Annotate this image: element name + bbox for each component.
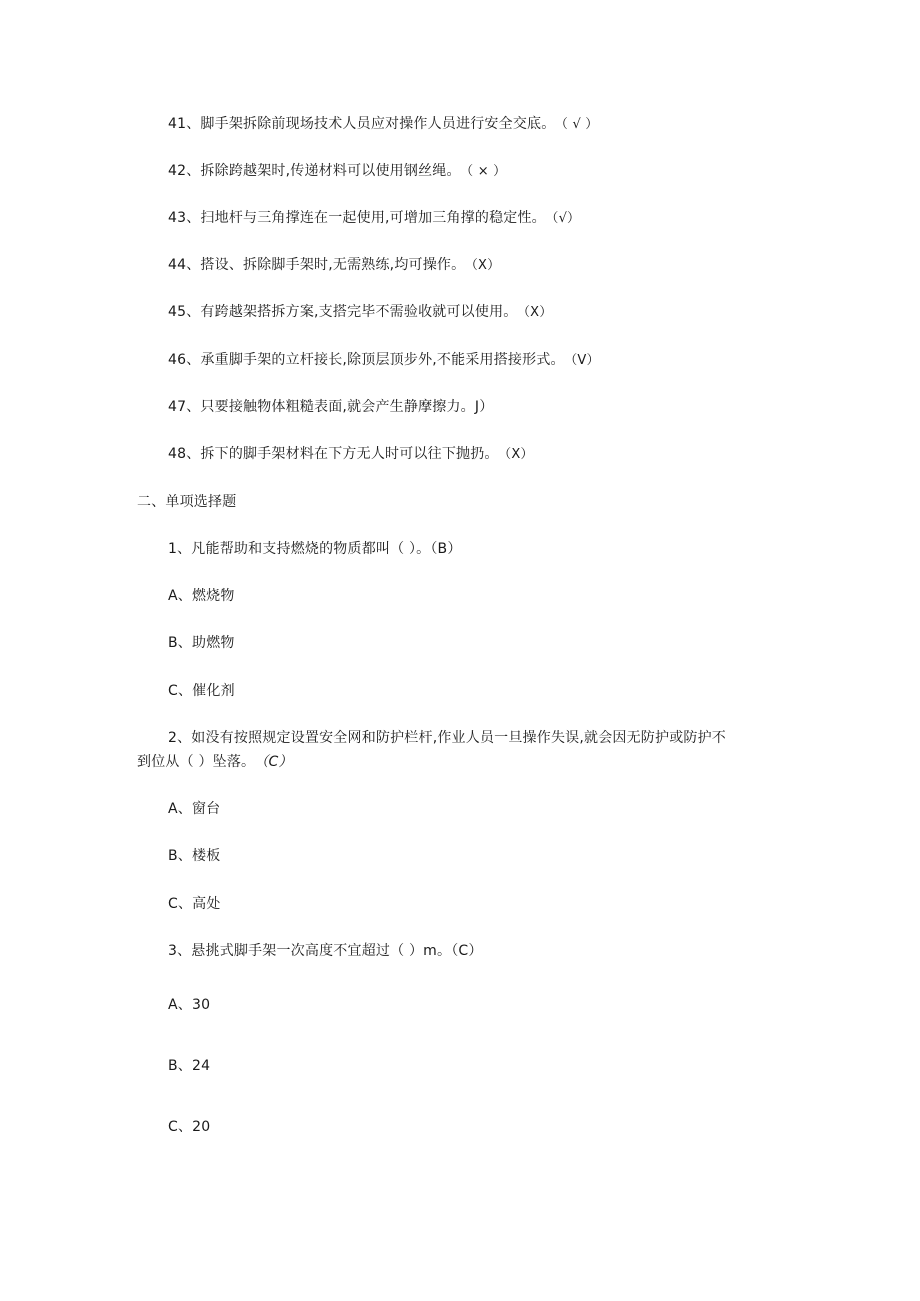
question-1-option-c: C、催化剂 — [168, 683, 235, 699]
tf-item-43 — [168, 208, 580, 229]
tf-item-42 — [168, 161, 506, 182]
tf-item-48 — [168, 444, 534, 465]
tf-item-text: 44、搭设、拆除脚手架时,无需熟练,均可操作。 — [168, 257, 466, 273]
question-3-option-a: A、30 — [168, 997, 211, 1013]
question-2-option-a: A、窗台 — [168, 801, 221, 817]
question-2-stem-line2 — [137, 752, 293, 772]
tf-item-44 — [168, 255, 500, 276]
question-2-stem-line1: 2、如没有按照规定设置安全网和防护栏杆,作业人员一旦操作失误,就会因无防护或防护不 — [168, 730, 727, 746]
tf-item-answer: （X） — [523, 305, 553, 320]
tf-item-text: 46、承重脚手架的立杆接长,除顶层顶步外,不能采用搭接形式。 — [168, 352, 565, 368]
question-2-stem-text: 到位从（ ）坠落。 — [137, 754, 256, 770]
tf-item-text: 47、只要接触物体粗糙表面,就会产生静摩擦力。J） — [168, 399, 494, 415]
tf-item-answer: （√） — [551, 211, 581, 226]
tf-item-answer: （ × ） — [466, 164, 507, 179]
tf-item-text: 48、拆下的脚手架材料在下方无人时可以往下抛扔。 — [168, 446, 499, 462]
tf-item-answer: （X） — [471, 258, 501, 273]
tf-item-text: 42、拆除跨越架时,传递材料可以使用钢丝绳。 — [168, 163, 461, 179]
tf-item-answer: （V） — [570, 353, 600, 368]
tf-item-47 — [168, 397, 499, 418]
question-3-option-b: B、24 — [168, 1058, 211, 1074]
tf-item-41 — [168, 114, 598, 135]
tf-item-answer: （ √ ） — [561, 117, 599, 132]
question-2-answer: （C） — [261, 754, 293, 770]
question-3-stem: 3、悬挑式脚手架一次高度不宜超过（ ）m。（C） — [168, 943, 483, 959]
tf-item-46 — [168, 350, 600, 371]
section-title: 二、单项选择题 — [137, 494, 237, 510]
question-2-option-b: B、楼板 — [168, 848, 221, 864]
question-1-option-a: A、燃烧物 — [168, 588, 235, 604]
tf-item-text: 43、扫地杆与三角撑连在一起使用,可增加三角撑的稳定性。 — [168, 210, 546, 226]
tf-item-answer: （X） — [504, 447, 534, 462]
tf-item-text: 45、有跨越架搭拆方案,支搭完毕不需验收就可以使用。 — [168, 304, 518, 320]
tf-item-45 — [168, 302, 552, 323]
question-3-option-c: C、20 — [168, 1119, 211, 1135]
question-1-stem: 1、凡能帮助和支持燃烧的物质都叫（ ）。（B） — [168, 541, 462, 557]
question-1-option-b: B、助燃物 — [168, 635, 235, 651]
tf-item-text: 41、脚手架拆除前现场技术人员应对操作人员进行安全交底。 — [168, 116, 556, 132]
question-2-option-c: C、高处 — [168, 896, 221, 912]
